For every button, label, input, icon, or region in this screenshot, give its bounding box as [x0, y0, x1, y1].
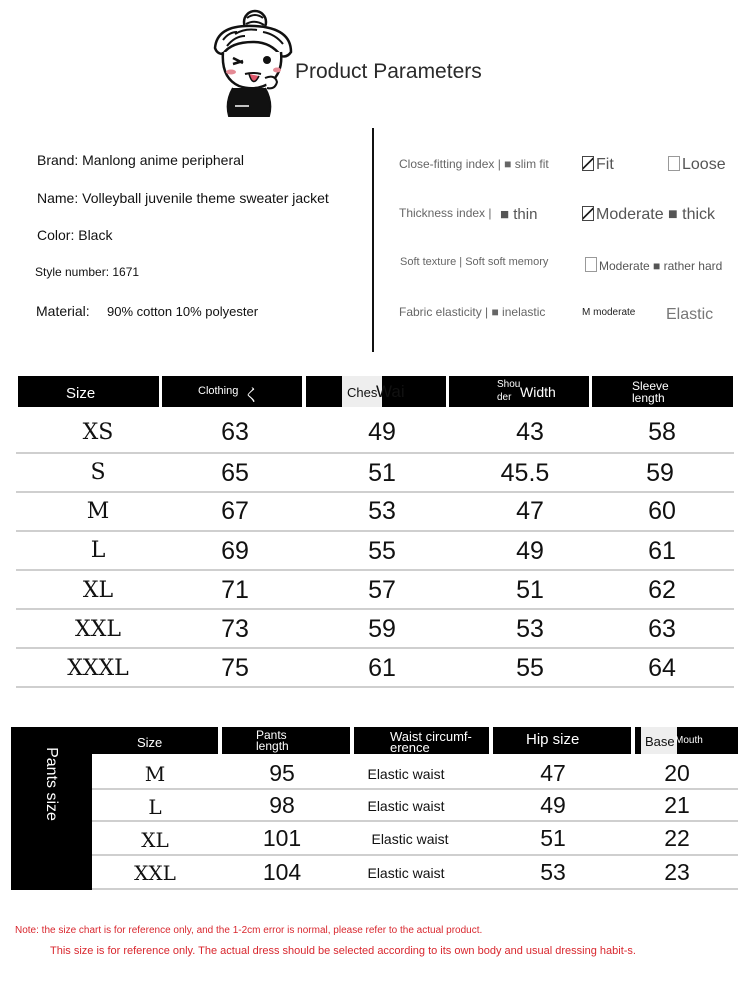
- header-cell-divider: [631, 727, 635, 754]
- header-shoulder-width: Shou der Width: [497, 379, 556, 403]
- row-divider: [16, 569, 734, 571]
- checked-box-icon: [582, 156, 594, 171]
- header-sleeve-length: Sleeve length: [632, 379, 669, 405]
- fabric-elasticity-label: Fabric elasticity | ■ inelastic: [399, 305, 546, 319]
- soft-texture-label: Soft texture | Soft soft memory: [400, 256, 549, 268]
- pants-size-label: Pants size: [43, 747, 60, 821]
- cartoon-girl-sticking-tongue-icon: [205, 8, 297, 120]
- row-divider: [16, 452, 734, 454]
- header-chest-waist: Ches Wai: [306, 376, 446, 407]
- header-cell-divider: [302, 376, 306, 407]
- reference-note: Note: the size chart is for reference only, and the 1-2cm error is normal, please refer to the actual product.: [15, 925, 483, 936]
- header-cell-divider: [218, 727, 222, 754]
- brand-text: Brand: Manlong anime peripheral: [37, 152, 245, 168]
- checkbox-icon: [585, 257, 597, 272]
- loose-option: Loose: [668, 156, 726, 174]
- row-divider: [92, 820, 738, 822]
- checked-box-icon: [582, 206, 594, 221]
- pants-header-hip: Hip size: [526, 731, 580, 748]
- thin-option: ■ thin: [500, 206, 538, 223]
- thickness-index-label: Thickness index |: [399, 206, 492, 220]
- checkbox-icon: [668, 156, 680, 171]
- row-divider: [16, 530, 734, 532]
- elastic-option: Elastic: [666, 306, 714, 323]
- info-divider: [372, 128, 374, 352]
- pants-header-length: Pants length: [256, 728, 289, 753]
- pants-header-base-mouth: Base Mouth: [635, 727, 738, 754]
- moderate-thick-option: Moderate ■ thick: [582, 206, 715, 224]
- dressing-habit-note: This size is for reference only. The actual dress should be selected according to its own body and usual dressing habit-s.: [50, 945, 636, 957]
- fit-index-label: Close-fitting index | ■ slim fit: [399, 157, 549, 171]
- pants-table-header: [92, 727, 738, 754]
- row-divider: [16, 686, 734, 688]
- header-clothing-length: Clothing く: [198, 385, 260, 405]
- header-cell-divider: [446, 376, 449, 407]
- moderate-hard-option: Moderate ■ rather hard: [585, 257, 722, 273]
- pants-header-waist: Waist circumf- erence: [390, 729, 472, 755]
- page-title: Product Parameters: [295, 60, 482, 83]
- row-divider: [92, 854, 738, 856]
- row-divider: [92, 888, 738, 890]
- size-table-header: [18, 376, 733, 407]
- header-size: Size: [66, 385, 96, 402]
- header-cell-divider: [159, 376, 162, 407]
- row-divider: [16, 608, 734, 610]
- header-cell-divider: [489, 727, 493, 754]
- color-text: Color: Black: [37, 227, 113, 243]
- material-label: Material:: [36, 303, 90, 319]
- style-number-text: Style number: 1671: [35, 265, 140, 279]
- row-divider: [16, 491, 734, 493]
- header-cell-divider: [350, 727, 354, 754]
- row-divider: [92, 788, 738, 790]
- material-value: 90% cotton 10% polyester: [107, 304, 259, 319]
- row-divider: [16, 647, 734, 649]
- header-cell-divider: [589, 376, 592, 407]
- fit-option: Fit: [582, 156, 614, 174]
- product-name-text: Name: Volleyball juvenile theme sweater jacket: [37, 190, 329, 206]
- moderate-elastic-option: M moderate: [582, 307, 636, 318]
- pants-header-size: Size: [137, 735, 163, 750]
